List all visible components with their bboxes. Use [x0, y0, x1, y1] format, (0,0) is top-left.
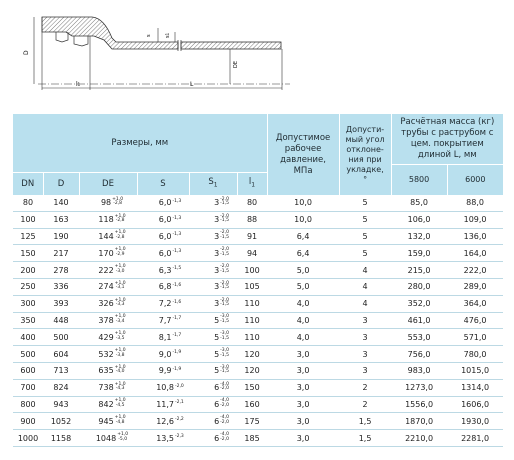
cell-s1: 3 -2,0 -1,5	[189, 211, 237, 228]
cell-de: 170 +1,0 -2,9	[79, 245, 137, 262]
socket-groove	[56, 32, 68, 42]
cell-d: 190	[43, 228, 79, 245]
cell-l1: 120	[237, 362, 267, 379]
cell-d: 1158	[43, 430, 79, 447]
cell-d: 500	[43, 329, 79, 346]
cell-mass-6000: 1015,0	[447, 362, 503, 379]
cell-dn: 900	[13, 413, 43, 430]
cell-mass-5800: 132,0	[391, 228, 447, 245]
cell-l1: 88	[237, 211, 267, 228]
cell-de: 222 +1,0 -3,0	[79, 262, 137, 279]
table-row	[13, 295, 503, 312]
cell-mass-6000: 222,0	[447, 262, 503, 279]
cell-angle: 3	[339, 312, 391, 329]
cell-mass-5800: 215,0	[391, 262, 447, 279]
cell-angle: 4	[339, 262, 391, 279]
header-dn: DN	[13, 173, 43, 196]
cell-de: 144 +1,0 -2,8	[79, 228, 137, 245]
cell-angle: 4	[339, 295, 391, 312]
cell-mass-6000: 1606,0	[447, 396, 503, 413]
cell-dn: 1000	[13, 430, 43, 447]
table-row	[13, 413, 503, 430]
cell-s1: 3 -2,0 -1,5	[189, 278, 237, 295]
cell-l1: 120	[237, 346, 267, 363]
cell-mass-5800: 106,0	[391, 211, 447, 228]
cell-mass-6000: 1314,0	[447, 379, 503, 396]
cell-mass-6000: 476,0	[447, 312, 503, 329]
cell-s: $13,5^{-2,3}$	[137, 430, 189, 447]
label-s1: s1	[165, 32, 171, 38]
cell-s1: 6 -4,0 -2,0	[189, 396, 237, 413]
cell-angle: 2	[339, 379, 391, 396]
table-row	[13, 396, 503, 413]
cell-de: 378 +1,0 -3,4	[79, 312, 137, 329]
cell-l1: 150	[237, 379, 267, 396]
cell-s: $11,7^{-2,1}$	[137, 396, 189, 413]
label-s: s	[146, 34, 152, 37]
cell-s: $7,7^{-1,7}$	[137, 312, 189, 329]
cell-s1: 3 -2,0 -1,5	[189, 228, 237, 245]
cell-s1: 3 -2,0 -1,5	[189, 245, 237, 262]
table-row	[13, 278, 503, 295]
header-s1: $S_1$	[189, 173, 237, 196]
table-row	[13, 228, 503, 245]
cell-dn: 150	[13, 245, 43, 262]
cell-pressure: 3,0	[267, 430, 339, 447]
table-row	[13, 329, 503, 346]
cell-l1: 175	[237, 413, 267, 430]
header-angle: Допусти-мый угол отклоне-ния при укладке, °	[339, 114, 391, 195]
cell-angle: 2	[339, 396, 391, 413]
cell-s1: 3 -2,0 -1,5	[189, 195, 237, 211]
cell-d: 393	[43, 295, 79, 312]
cell-mass-5800: 1273,0	[391, 379, 447, 396]
cell-angle: 5	[339, 228, 391, 245]
cell-de: 635 +1,0 -4,0	[79, 362, 137, 379]
cell-mass-6000: 88,0	[447, 195, 503, 211]
cell-angle: 1,5	[339, 430, 391, 447]
cell-de: 532 +1,0 -3,8	[79, 346, 137, 363]
cell-mass-5800: 1556,0	[391, 396, 447, 413]
cell-s1: 6 -4,0 -2,0	[189, 430, 237, 447]
label-d: D	[23, 50, 30, 55]
cell-l1: 100	[237, 262, 267, 279]
cell-d: 336	[43, 278, 79, 295]
cell-pressure: 4,0	[267, 295, 339, 312]
cell-angle: 3	[339, 362, 391, 379]
cell-mass-6000: 2281,0	[447, 430, 503, 447]
cell-pressure: 4,0	[267, 329, 339, 346]
cell-s: $9,9^{-1,9}$	[137, 362, 189, 379]
cell-mass-5800: 1870,0	[391, 413, 447, 430]
cell-pressure: 5,0	[267, 262, 339, 279]
header-d: D	[43, 173, 79, 196]
cell-s: $7,2^{-1,6}$	[137, 295, 189, 312]
cell-de: 429 +1,0 -3,5	[79, 329, 137, 346]
header-s: S	[137, 173, 189, 196]
cell-angle: 1,5	[339, 413, 391, 430]
cell-dn: 80	[13, 195, 43, 211]
cell-mass-6000: 571,0	[447, 329, 503, 346]
cell-mass-5800: 461,0	[391, 312, 447, 329]
cell-s: $6,0^{-1,3}$	[137, 228, 189, 245]
cell-pressure: 4,0	[267, 312, 339, 329]
cell-s: $12,6^{-2,2}$	[137, 413, 189, 430]
table-row	[13, 346, 503, 363]
cell-s: $6,3^{-1,5}$	[137, 262, 189, 279]
cell-pressure: 3,0	[267, 396, 339, 413]
label-l1: l1	[76, 81, 81, 88]
cell-mass-5800: 159,0	[391, 245, 447, 262]
cell-mass-6000: 289,0	[447, 278, 503, 295]
cell-s: $8,1^{-1,7}$	[137, 329, 189, 346]
cell-d: 604	[43, 346, 79, 363]
cell-pressure: 3,0	[267, 413, 339, 430]
cell-dn: 800	[13, 396, 43, 413]
cell-pressure: 10,0	[267, 195, 339, 211]
header-dimensions: Размеры, мм	[13, 114, 267, 173]
cell-de: 945 +1,0 -4,8	[79, 413, 137, 430]
cell-s1: 5 -3,0 -1,5	[189, 346, 237, 363]
cell-s1: 5 -3,0 -1,5	[189, 329, 237, 346]
socket-groove	[74, 36, 88, 46]
pipe-wall	[181, 42, 281, 49]
cell-pressure: 3,0	[267, 362, 339, 379]
cell-s1: 3 -2,0 -1,5	[189, 262, 237, 279]
cell-pressure: 10,0	[267, 211, 339, 228]
header-pressure: Допустимое рабочее давление, МПа	[267, 114, 339, 195]
cell-l1: 110	[237, 329, 267, 346]
table-row	[13, 195, 503, 211]
cell-mass-5800: 2210,0	[391, 430, 447, 447]
cell-l1: 160	[237, 396, 267, 413]
cell-angle: 4	[339, 278, 391, 295]
spec-table	[13, 114, 503, 447]
cell-dn: 600	[13, 362, 43, 379]
cell-angle: 5	[339, 245, 391, 262]
cell-l1: 110	[237, 312, 267, 329]
cell-dn: 700	[13, 379, 43, 396]
cell-de: 98 +1,0 -2,8	[79, 195, 137, 211]
pipe-drawing	[0, 0, 514, 112]
header-mass: Расчётная масса (кг) трубы с раструбом с цем. покрытием длиной L, мм	[391, 114, 503, 165]
cell-dn: 300	[13, 295, 43, 312]
cell-pressure: 5,0	[267, 278, 339, 295]
cell-mass-6000: 109,0	[447, 211, 503, 228]
cell-pressure: 3,0	[267, 379, 339, 396]
cell-l1: 94	[237, 245, 267, 262]
cell-de: 326 +1,0 -3,3	[79, 295, 137, 312]
table-row	[13, 211, 503, 228]
cell-l1: 185	[237, 430, 267, 447]
header-de: DE	[79, 173, 137, 196]
cell-dn: 400	[13, 329, 43, 346]
cell-d: 278	[43, 262, 79, 279]
cell-de: 1048 +1,0 -5,0	[79, 430, 137, 447]
cell-mass-5800: 553,0	[391, 329, 447, 346]
label-de: DE	[233, 60, 239, 68]
cell-d: 448	[43, 312, 79, 329]
cell-pressure: 6,4	[267, 228, 339, 245]
cell-mass-5800: 983,0	[391, 362, 447, 379]
cell-l1: 105	[237, 278, 267, 295]
cell-mass-5800: 352,0	[391, 295, 447, 312]
cell-mass-5800: 280,0	[391, 278, 447, 295]
cell-mass-6000: 1930,0	[447, 413, 503, 430]
cell-s: $6,0^{-1,3}$	[137, 211, 189, 228]
cell-mass-6000: 364,0	[447, 295, 503, 312]
cell-l1: 110	[237, 295, 267, 312]
cell-s: $6,0^{-1,3}$	[137, 195, 189, 211]
cell-mass-6000: 164,0	[447, 245, 503, 262]
cell-s1: 5 -3,0 -1,5	[189, 312, 237, 329]
table-row	[13, 245, 503, 262]
cell-angle: 5	[339, 195, 391, 211]
cell-s: $10,8^{-2,0}$	[137, 379, 189, 396]
cell-s1: 3 -2,0 -1,5	[189, 295, 237, 312]
cell-de: 274 +1,0 -3,1	[79, 278, 137, 295]
header-mass-5800: 5800	[391, 165, 447, 196]
table-row	[13, 430, 503, 447]
cell-s1: 6 -4,0 -2,0	[189, 413, 237, 430]
cell-de: 118 +1,0 -2,8	[79, 211, 137, 228]
cell-d: 943	[43, 396, 79, 413]
cell-d: 1052	[43, 413, 79, 430]
cell-s: $6,0^{-1,3}$	[137, 245, 189, 262]
header-l1: $l_1$	[237, 173, 267, 196]
label-l: L	[190, 81, 194, 88]
cell-l1: 80	[237, 195, 267, 211]
cell-de: 738 +1,0 -4,3	[79, 379, 137, 396]
cell-de: 842 +1,0 -4,5	[79, 396, 137, 413]
cell-d: 713	[43, 362, 79, 379]
cell-s: $6,8^{-1,6}$	[137, 278, 189, 295]
cell-dn: 250	[13, 278, 43, 295]
cell-d: 824	[43, 379, 79, 396]
socket-wall	[42, 17, 178, 49]
cell-l1: 91	[237, 228, 267, 245]
cell-angle: 3	[339, 346, 391, 363]
cell-mass-6000: 780,0	[447, 346, 503, 363]
cell-d: 140	[43, 195, 79, 211]
table-row	[13, 379, 503, 396]
cell-dn: 350	[13, 312, 43, 329]
cell-d: 217	[43, 245, 79, 262]
cell-angle: 3	[339, 329, 391, 346]
cell-dn: 125	[13, 228, 43, 245]
cell-s1: 5 -3,0 -1,5	[189, 362, 237, 379]
cell-mass-5800: 85,0	[391, 195, 447, 211]
table-row	[13, 262, 503, 279]
table-row	[13, 312, 503, 329]
cell-s: $9,0^{-1,9}$	[137, 346, 189, 363]
cell-pressure: 3,0	[267, 346, 339, 363]
cell-mass-5800: 756,0	[391, 346, 447, 363]
cell-dn: 200	[13, 262, 43, 279]
cell-d: 163	[43, 211, 79, 228]
table-row	[13, 362, 503, 379]
cell-mass-6000: 136,0	[447, 228, 503, 245]
cell-dn: 500	[13, 346, 43, 363]
header-mass-6000: 6000	[447, 165, 503, 196]
cell-angle: 5	[339, 211, 391, 228]
cell-pressure: 6,4	[267, 245, 339, 262]
cell-dn: 100	[13, 211, 43, 228]
cell-s1: 6 -4,0 -2,0	[189, 379, 237, 396]
